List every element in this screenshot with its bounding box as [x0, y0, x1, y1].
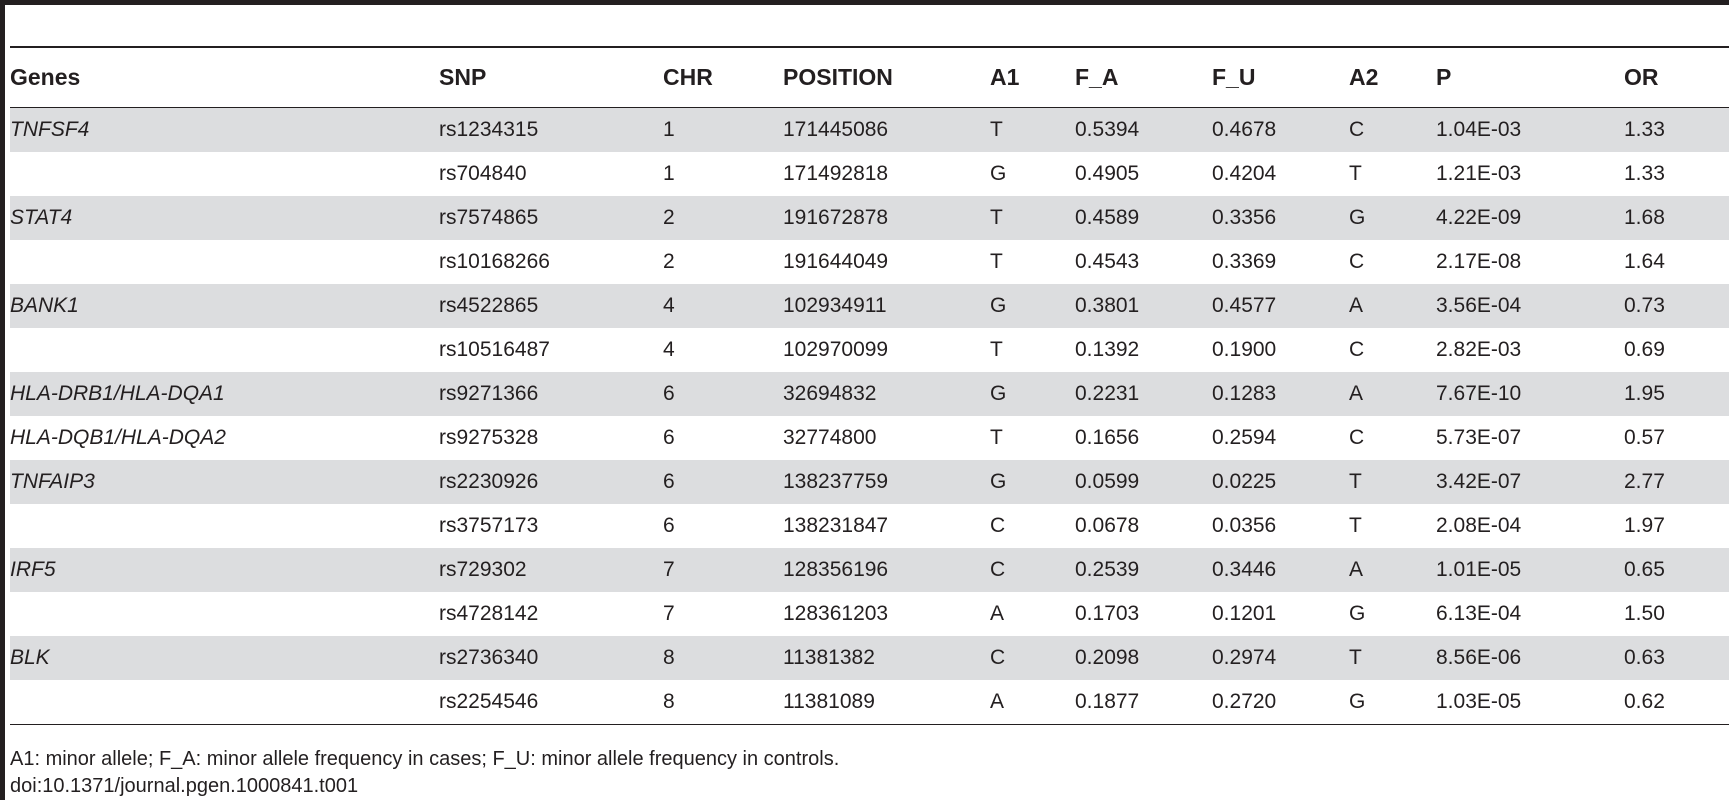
cell-a1: C	[990, 548, 1075, 592]
column-header-p: P	[1436, 64, 1452, 90]
cell-or: 2.77	[1624, 460, 1729, 504]
cell-a1: G	[990, 372, 1075, 416]
cell-p: 1.01E-05	[1436, 548, 1624, 592]
cell-p: 2.08E-04	[1436, 514, 1522, 537]
cell-a1: T	[990, 426, 1003, 449]
table-row	[10, 636, 1729, 680]
cell-p: 1.03E-05	[1436, 690, 1522, 713]
cell-chr: 7	[663, 548, 783, 592]
cell-f-a: 0.5394	[1075, 108, 1212, 153]
cell-a1: A	[990, 690, 1005, 713]
cell-gene: IRF5	[10, 548, 439, 592]
cell-a1: C	[990, 514, 1006, 537]
cell-f-u: 0.2594	[1212, 426, 1277, 449]
cell-a2: T	[1349, 162, 1362, 185]
footnote-doi: doi:10.1371/journal.pgen.1000841.t001	[10, 775, 359, 797]
cell-position: 138231847	[783, 514, 889, 537]
cell-f-u: 0.4204	[1212, 162, 1277, 185]
cell-position: 11381382	[783, 636, 990, 680]
cell-f-u: 0.1900	[1212, 338, 1277, 361]
column-header-or: OR	[1624, 64, 1659, 90]
column-header-a1: A1	[990, 64, 1020, 90]
cell-snp: rs4522865	[439, 284, 663, 328]
table-body	[10, 108, 1729, 725]
cell-chr: 1	[663, 162, 675, 185]
cell-or: 0.57	[1624, 426, 1665, 449]
cell-f-u: 0.4577	[1212, 284, 1349, 328]
cell-a2: T	[1349, 636, 1436, 680]
cell-p: 1.21E-03	[1436, 162, 1522, 185]
cell-position: 32774800	[783, 426, 877, 449]
table-row	[10, 680, 1729, 725]
cell-a1: T	[990, 196, 1075, 240]
cell-chr: 2	[663, 196, 783, 240]
cell-f-a: 0.2231	[1075, 372, 1212, 416]
cell-p: 4.22E-09	[1436, 196, 1624, 240]
column-header-snp: SNP	[439, 64, 487, 90]
cell-chr: 7	[663, 602, 675, 625]
cell-or: 1.33	[1624, 108, 1729, 153]
cell-chr: 1	[663, 108, 783, 153]
table-footnote	[10, 746, 839, 800]
cell-a2: T	[1349, 514, 1362, 537]
cell-gene	[10, 504, 439, 548]
cell-gene	[10, 592, 439, 636]
table-header-row	[10, 47, 1729, 108]
table-row	[10, 240, 1729, 284]
cell-f-u: 0.0356	[1212, 514, 1277, 537]
cell-position: 191644049	[783, 250, 889, 273]
cell-a2: G	[1349, 602, 1366, 625]
cell-gene: TNFSF4	[10, 108, 439, 153]
cell-gene: STAT4	[10, 196, 439, 240]
cell-f-a: 0.4905	[1075, 162, 1140, 185]
cell-a2: A	[1349, 548, 1436, 592]
cell-gene: BANK1	[10, 284, 439, 328]
footnote-abbreviations: A1: minor allele; F_A: minor allele frequency in cases; F_U: minor allele frequency in controls.	[10, 748, 840, 770]
left-border	[0, 0, 5, 800]
cell-snp: rs2736340	[439, 636, 663, 680]
cell-f-a: 0.1392	[1075, 338, 1140, 361]
cell-gene: HLA-DQB1/HLA-DQA2	[10, 426, 226, 449]
cell-f-a: 0.4543	[1075, 250, 1140, 273]
cell-chr: 8	[663, 636, 783, 680]
cell-a2: C	[1349, 250, 1365, 273]
column-header-a2: A2	[1349, 64, 1379, 90]
cell-f-a: 0.2539	[1075, 548, 1212, 592]
cell-or: 0.62	[1624, 690, 1665, 713]
cell-gene: TNFAIP3	[10, 460, 439, 504]
cell-gene	[10, 152, 439, 196]
column-header-chr: CHR	[663, 64, 713, 90]
cell-chr: 6	[663, 426, 675, 449]
cell-snp: rs9275328	[439, 426, 539, 449]
cell-or: 0.65	[1624, 548, 1729, 592]
table-row	[10, 284, 1729, 328]
cell-chr: 4	[663, 284, 783, 328]
cell-f-a: 0.0678	[1075, 514, 1140, 537]
cell-p: 2.82E-03	[1436, 338, 1522, 361]
cell-a2: A	[1349, 284, 1436, 328]
cell-or: 1.33	[1624, 162, 1665, 185]
cell-a1: C	[990, 636, 1075, 680]
cell-snp: rs2230926	[439, 460, 663, 504]
cell-p: 3.56E-04	[1436, 284, 1624, 328]
cell-chr: 6	[663, 514, 675, 537]
cell-position: 102934911	[783, 284, 990, 328]
cell-position: 11381089	[783, 690, 875, 713]
column-header-f-u: F_U	[1212, 64, 1256, 90]
cell-a1: T	[990, 108, 1075, 153]
cell-a2: G	[1349, 690, 1366, 713]
cell-f-u: 0.3356	[1212, 196, 1349, 240]
cell-p: 3.42E-07	[1436, 460, 1624, 504]
cell-position: 128356196	[783, 548, 990, 592]
cell-a1: G	[990, 460, 1075, 504]
cell-snp: rs3757173	[439, 514, 539, 537]
cell-or: 0.63	[1624, 636, 1729, 680]
cell-f-a: 0.0599	[1075, 460, 1212, 504]
cell-or: 0.73	[1624, 284, 1729, 328]
cell-a1: T	[990, 250, 1003, 273]
cell-f-u: 0.4678	[1212, 108, 1349, 153]
cell-p: 1.04E-03	[1436, 108, 1624, 153]
table-row	[10, 196, 1729, 240]
table-row	[10, 460, 1729, 504]
cell-snp: rs729302	[439, 548, 663, 592]
cell-or: 0.69	[1624, 338, 1665, 361]
cell-f-u: 0.3446	[1212, 548, 1349, 592]
cell-or: 1.50	[1624, 602, 1665, 625]
cell-position: 171445086	[783, 108, 990, 153]
table-row	[10, 504, 1729, 548]
cell-p: 2.17E-08	[1436, 250, 1522, 273]
cell-chr: 8	[663, 690, 675, 713]
cell-p: 6.13E-04	[1436, 602, 1522, 625]
cell-snp: rs9271366	[439, 372, 663, 416]
cell-f-a: 0.1656	[1075, 426, 1140, 449]
cell-gene: HLA-DRB1/HLA-DQA1	[10, 372, 439, 416]
cell-snp: rs704840	[439, 162, 527, 185]
cell-gene	[10, 240, 439, 284]
cell-snp: rs7574865	[439, 196, 663, 240]
data-table-container	[10, 46, 1729, 725]
cell-f-a: 0.1703	[1075, 602, 1140, 625]
cell-snp: rs10168266	[439, 250, 550, 273]
cell-position: 138237759	[783, 460, 990, 504]
cell-a1: T	[990, 338, 1003, 361]
cell-or: 1.95	[1624, 372, 1729, 416]
table-row	[10, 592, 1729, 636]
cell-a2: G	[1349, 196, 1436, 240]
cell-snp: rs2254546	[439, 690, 539, 713]
cell-snp: rs4728142	[439, 602, 539, 625]
table-row	[10, 548, 1729, 592]
cell-f-u: 0.2974	[1212, 636, 1349, 680]
cell-gene	[10, 328, 439, 372]
cell-snp: rs1234315	[439, 108, 663, 153]
cell-a1: G	[990, 162, 1007, 185]
cell-f-u: 0.1283	[1212, 372, 1349, 416]
cell-a2: A	[1349, 372, 1436, 416]
cell-a2: C	[1349, 108, 1436, 153]
cell-a2: C	[1349, 426, 1365, 449]
cell-f-a: 0.3801	[1075, 284, 1212, 328]
cell-position: 171492818	[783, 162, 889, 185]
table-row	[10, 152, 1729, 196]
table-row	[10, 372, 1729, 416]
cell-f-u: 0.2720	[1212, 690, 1277, 713]
snp-association-table	[10, 46, 1729, 725]
cell-f-a: 0.1877	[1075, 690, 1140, 713]
table-row	[10, 328, 1729, 372]
cell-or: 1.97	[1624, 514, 1665, 537]
cell-p: 8.56E-06	[1436, 636, 1624, 680]
cell-position: 191672878	[783, 196, 990, 240]
column-header-genes: Genes	[10, 64, 81, 90]
table-row	[10, 108, 1729, 153]
cell-chr: 6	[663, 372, 783, 416]
cell-chr: 2	[663, 250, 675, 273]
table-row	[10, 416, 1729, 460]
cell-position: 32694832	[783, 372, 990, 416]
cell-gene: BLK	[10, 636, 439, 680]
top-border	[0, 0, 1729, 5]
cell-a1: G	[990, 284, 1075, 328]
cell-position: 102970099	[783, 338, 889, 361]
cell-p: 5.73E-07	[1436, 426, 1522, 449]
cell-chr: 6	[663, 460, 783, 504]
cell-f-u: 0.0225	[1212, 460, 1349, 504]
cell-a1: A	[990, 602, 1005, 625]
column-header-position: POSITION	[783, 64, 893, 90]
column-header-f-a: F_A	[1075, 64, 1119, 90]
cell-a2: T	[1349, 460, 1436, 504]
cell-or: 1.68	[1624, 196, 1729, 240]
cell-or: 1.64	[1624, 250, 1665, 273]
cell-chr: 4	[663, 338, 675, 361]
cell-a2: C	[1349, 338, 1365, 361]
cell-f-u: 0.1201	[1212, 602, 1277, 625]
cell-snp: rs10516487	[439, 338, 550, 361]
cell-gene	[10, 680, 439, 725]
cell-f-a: 0.2098	[1075, 636, 1212, 680]
cell-p: 7.67E-10	[1436, 372, 1624, 416]
cell-position: 128361203	[783, 602, 889, 625]
cell-f-a: 0.4589	[1075, 196, 1212, 240]
cell-f-u: 0.3369	[1212, 250, 1277, 273]
